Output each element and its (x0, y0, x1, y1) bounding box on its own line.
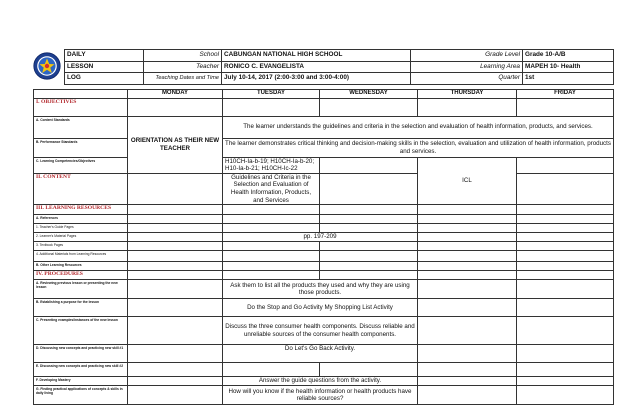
section-objectives: I. OBJECTIVES (34, 98, 128, 116)
section-procedures: IV. PROCEDURES (34, 271, 128, 280)
teacher-label: Teacher (144, 61, 222, 73)
label-discuss-2: E. Discussing new concepts and practicing new skill #2 (34, 363, 128, 377)
label-references: A. References (34, 215, 128, 224)
label-application: G. Finding practical applications of concepts & skills in daily living (34, 386, 128, 405)
grade-level-label: Grade Level (411, 50, 523, 62)
day-wednesday: WEDNESDAY (320, 90, 418, 99)
header-table (64, 49, 614, 85)
label-mastery: F. Developing Mastery (34, 377, 128, 386)
label-content-standards: A. Content Standards (34, 116, 128, 138)
label-purpose: B. Establishing a purpose for the lesson (34, 299, 128, 317)
content-standards-cell: The learner understands the guidelines and criteria in the selection and evaluation of health information, products, and services. (223, 116, 614, 138)
content-cell: Guidelines and Criteria in the Selection and Evaluation of Health Information, Products, and Services (223, 173, 320, 204)
day-friday: FRIDAY (517, 90, 614, 99)
deped-seal-icon (33, 52, 61, 80)
dates-value: July 10-14, 2017 (2:00-3:00 and 3:00-4:00) (222, 73, 411, 85)
label-learners-material: 2. Learner's Material Pages (34, 233, 128, 242)
teacher-value: RONICO C. EVANGELISTA (222, 61, 411, 73)
mastery-cell: Answer the guide questions from the activity. (223, 377, 418, 386)
learning-area-value: MAPEH 10- Health (523, 61, 614, 73)
lm-pages-cell: pp. 197-209 (223, 233, 418, 242)
monday-orientation-cell: ORIENTATION AS THEIR NEW TEACHER (128, 116, 223, 173)
header-log-title-2: LESSON (65, 61, 144, 73)
label-competencies: C. Learning Competencies/Objectives (34, 157, 128, 173)
section-content: II. CONTENT (34, 173, 128, 204)
thursday-icl-cell: ICL (418, 157, 517, 205)
label-review: A. Reviewing previous lesson or presenting the new lesson (34, 280, 128, 299)
section-resources: III. LEARNING RESOURCES (34, 205, 128, 215)
quarter-value: 1st (523, 73, 614, 85)
day-thursday: THURSDAY (418, 90, 517, 99)
performance-standards-cell: The learner demonstrates critical thinking and decision-making skills in the selection, evaluation and utilization of health information, products and services. (223, 138, 614, 157)
label-examples: C. Presenting examples/instances of the new lesson (34, 317, 128, 345)
label-discuss-1: D. Discussing new concepts and practicing new skill #1 (34, 345, 128, 363)
examples-cell: Discuss the three consumer health components. Discuss reliable and unreliable sources of the consumer health components. (223, 317, 418, 345)
review-cell: Ask them to list all the products they used and why they are using those products. (223, 280, 418, 299)
label-textbook: 3. Textbook Pages (34, 242, 128, 251)
lesson-plan-table (33, 89, 614, 405)
competencies-cell: H10CH-Ia-b-19; H10CH-Ia-b-20; H10-Ia-b-21; H10CH-Ic-22 (223, 157, 320, 173)
discuss-1-cell: Do Let's Go Back Activity. (223, 345, 418, 363)
label-performance-standards: B. Performance Standards (34, 138, 128, 157)
day-monday: MONDAY (128, 90, 223, 99)
header-log-title-3: LOG (65, 73, 144, 85)
application-cell: How will you know if the health information or health products have reliable sources? (223, 386, 418, 405)
school-value: CABUNGAN NATIONAL HIGH SCHOOL (222, 50, 411, 62)
grade-level-value: Grade 10-A/B (523, 50, 614, 62)
header-log-title-1: DAILY (65, 50, 144, 62)
day-tuesday: TUESDAY (223, 90, 320, 99)
label-teachers-guide: 1. Teacher's Guide Pages (34, 224, 128, 233)
quarter-label: Quarter (411, 73, 523, 85)
dates-label: Teaching Dates and Time (144, 73, 222, 85)
blank-corner-cell (34, 90, 128, 99)
learning-area-label: Learning Area (411, 61, 523, 73)
school-label: School (144, 50, 222, 62)
purpose-cell: Do the Stop and Go Activity My Shopping List Activity (223, 299, 418, 317)
label-additional-materials: 4. Additional Materials from Learning Resources (34, 251, 128, 262)
label-other-resources: B. Other Learning Resources (34, 262, 128, 271)
